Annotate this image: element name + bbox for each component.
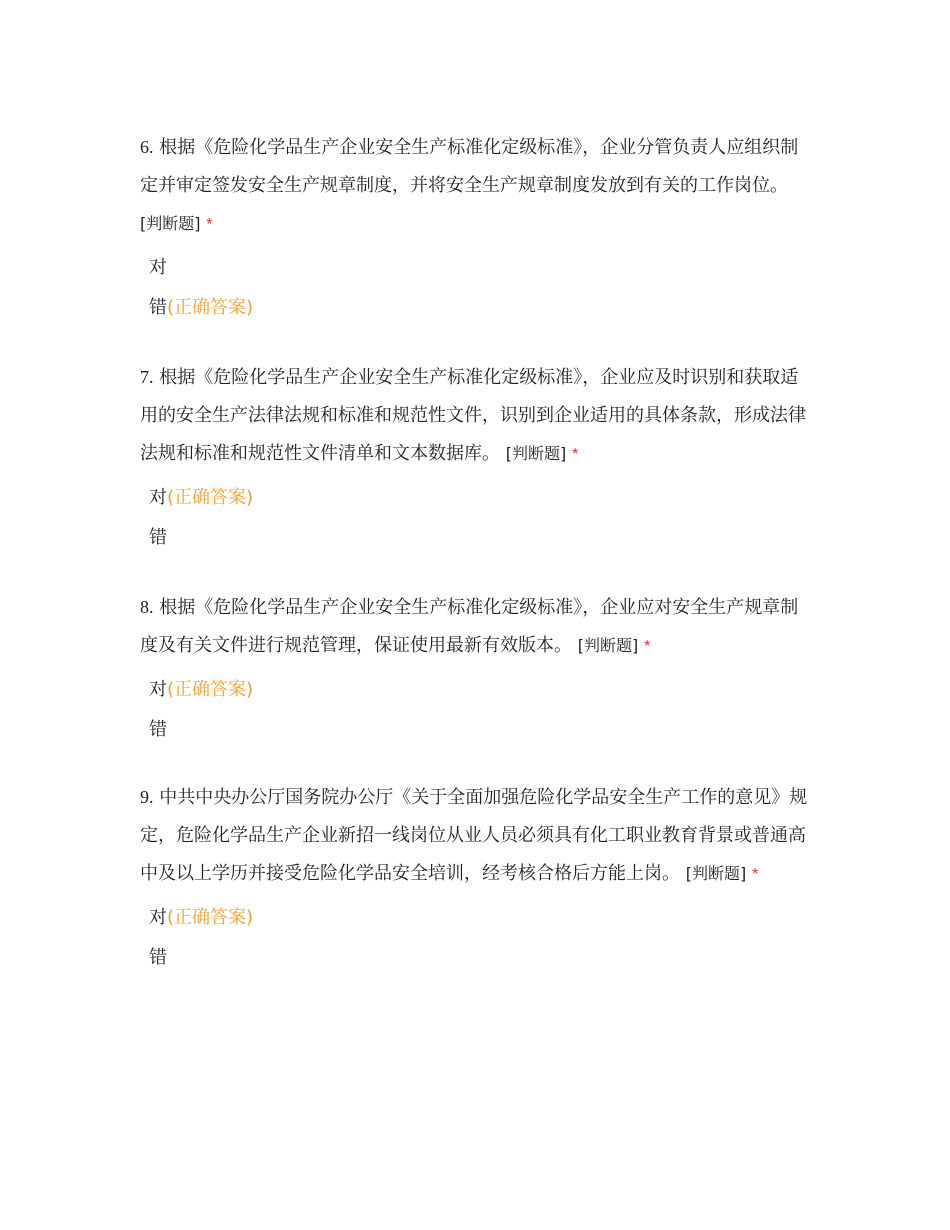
option-false[interactable] (140, 710, 815, 750)
option-label: 错 (149, 947, 167, 968)
option-label: 对 (149, 257, 167, 278)
option-list (140, 670, 815, 750)
correct-answer-tag: (正确答案) (167, 487, 254, 508)
correct-answer-tag: (正确答案) (167, 297, 254, 318)
question-stem (140, 128, 815, 244)
question-stem (140, 778, 815, 894)
option-false[interactable] (140, 288, 815, 328)
question-7 (140, 358, 815, 558)
question-8 (140, 588, 815, 750)
correct-answer-tag: (正确答案) (167, 679, 254, 700)
question-number: 8. (140, 597, 154, 617)
option-list (140, 898, 815, 978)
question-number: 7. (140, 367, 154, 387)
question-type-label: [判断题] (685, 864, 747, 883)
question-stem (140, 588, 815, 666)
option-label: 错 (149, 297, 167, 318)
question-9 (140, 778, 815, 978)
option-label: 对 (149, 679, 167, 700)
option-true[interactable] (140, 248, 815, 288)
question-6 (140, 128, 815, 328)
question-text: 根据《危险化学品生产企业安全生产标准化定级标准》，企业应及时识别和获取适用的安全生产法律法规和标准和规范性文件，识别到企业适用的具体条款，形成法律法规和标准和规范性文件清单和文本数据库。 (140, 367, 806, 464)
option-false[interactable] (140, 518, 815, 558)
question-text: 根据《危险化学品生产企业安全生产标准化定级标准》，企业应对安全生产规章制度及有关文件进行规范管理，保证使用最新有效版本。 (140, 597, 799, 656)
option-true[interactable] (140, 670, 815, 710)
question-number: 6. (140, 137, 154, 157)
question-text: 中共中央办公厅国务院办公厅《关于全面加强危险化学品安全生产工作的意见》规定，危险化学品生产企业新招一线岗位从业人员必须具有化工职业教育背景或普通高中及以上学历并接受危险化学品安全培训，经考核合格后方能上岗。 (140, 787, 808, 884)
required-mark: * (643, 638, 651, 655)
question-stem (140, 358, 815, 474)
question-number: 9. (140, 787, 154, 807)
quiz-page (140, 128, 815, 978)
required-mark: * (571, 446, 579, 463)
question-type-label: [判断题] (505, 444, 567, 463)
required-mark: * (751, 866, 759, 883)
question-text: 根据《危险化学品生产企业安全生产标准化定级标准》，企业分管负责人应组织制定并审定签发安全生产规章制度，并将安全生产规章制度发放到有关的工作岗位。 (140, 137, 799, 196)
required-mark: * (206, 216, 213, 233)
option-list (140, 478, 815, 558)
option-true[interactable] (140, 898, 815, 938)
option-label: 错 (149, 719, 167, 740)
question-type-label: [判断题] (140, 214, 201, 233)
option-label: 对 (149, 907, 167, 928)
option-true[interactable] (140, 478, 815, 518)
option-list (140, 248, 815, 328)
correct-answer-tag: (正确答案) (167, 907, 254, 928)
option-label: 错 (149, 527, 167, 548)
option-false[interactable] (140, 938, 815, 978)
option-label: 对 (149, 487, 167, 508)
question-type-label: [判断题] (577, 636, 639, 655)
